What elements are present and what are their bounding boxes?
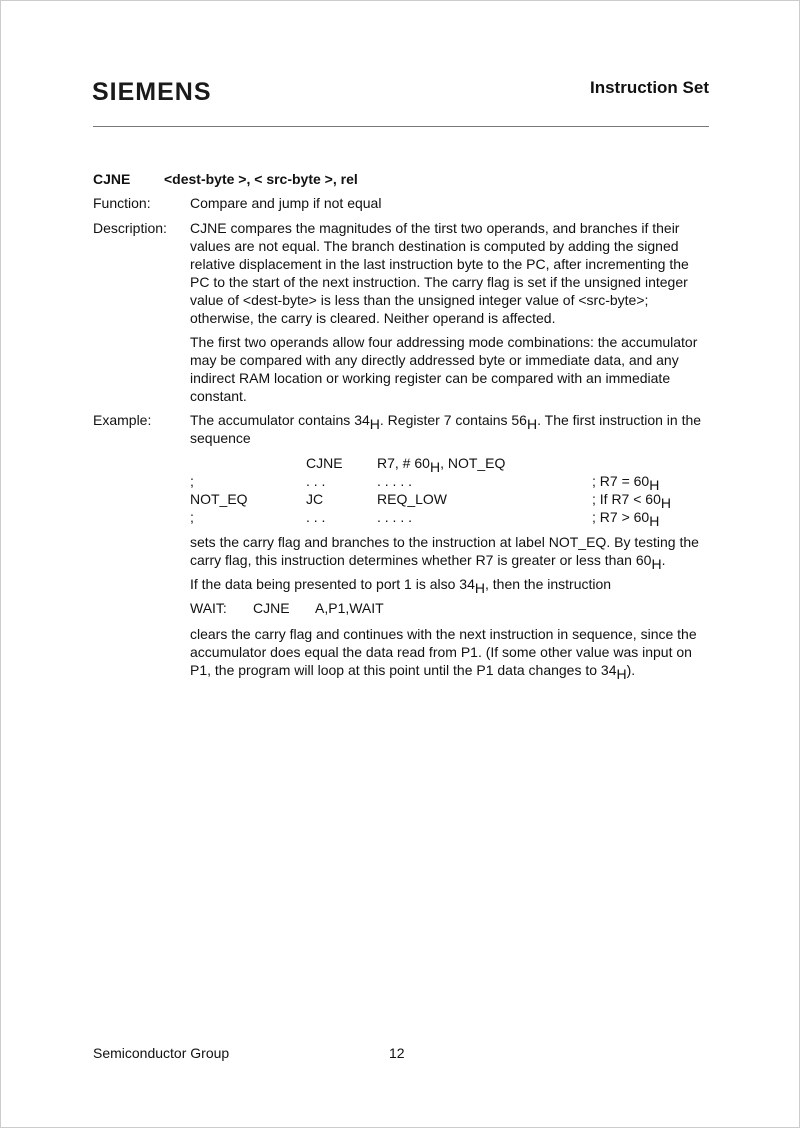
code-label: NOT_EQ	[190, 491, 248, 507]
page-number: 12	[389, 1045, 405, 1061]
text-line: value of <dest-byte> is less than the unsigned integer value of <src-byte>;	[190, 292, 649, 308]
code-arg-tail: , NOT_EQ	[440, 455, 506, 471]
code-arg: R7, # 60	[377, 455, 430, 471]
hex-subscript: H	[649, 477, 660, 493]
code-comment-cell	[592, 472, 660, 493]
text-line: indirect RAM location or working register can be compared with an immediate	[190, 370, 671, 386]
code-arg-cell	[377, 472, 412, 490]
hex-subscript: H	[526, 416, 538, 432]
text: ).	[626, 662, 636, 678]
code-op-cell	[306, 454, 343, 472]
text-line: sets the carry flag and branches to the instruction at label NOT_EQ. By testing the	[190, 534, 699, 550]
wait-op: CJNE	[253, 600, 290, 616]
example-paragraph-3	[190, 533, 699, 572]
code-op-cell	[306, 472, 325, 490]
header-divider	[93, 126, 709, 127]
text-line: sequence	[190, 430, 251, 446]
code-comment: ; If R7 < 60	[592, 491, 661, 507]
example-paragraph-5	[190, 625, 697, 682]
footer-company: Semiconductor Group	[93, 1045, 230, 1061]
text: .	[661, 552, 666, 568]
text: . Register 7 contains 56	[379, 412, 527, 428]
code-label-cell	[190, 472, 194, 490]
code-op: JC	[306, 491, 324, 507]
hex-subscript: H	[616, 666, 627, 682]
code-label: ;	[190, 509, 194, 525]
hex-subscript: H	[369, 416, 380, 432]
hex-subscript: H	[651, 556, 662, 572]
code-comment-cell	[592, 508, 660, 529]
description-label: Description:	[93, 220, 167, 236]
text-line: clears the carry flag and continues with the next instruction in sequence, since the	[190, 626, 697, 642]
text-line: constant.	[190, 388, 247, 404]
instruction-mnemonic: CJNE	[93, 171, 131, 187]
text-line: values are not equal. The branch destination is computed by adding the signed	[190, 238, 679, 254]
code-arg-cell	[377, 454, 506, 475]
section-title: Instruction Set	[589, 78, 709, 97]
description-paragraph-2	[190, 333, 697, 405]
code-label-cell	[190, 508, 194, 526]
code-label-cell	[190, 490, 248, 508]
hex-subscript: H	[429, 459, 441, 475]
text: P1, the program will loop at this point until the P1 data changes to 34	[190, 662, 617, 678]
example-label: Example:	[93, 412, 152, 428]
code-arg-cell	[377, 490, 447, 508]
code-comment: ; R7 = 60	[592, 473, 650, 489]
code-op: . . .	[306, 509, 326, 525]
code-label: ;	[190, 473, 194, 489]
wait-args: A,P1,WAIT	[315, 600, 384, 616]
code-op-cell	[306, 490, 323, 508]
text: The accumulator contains 34	[190, 412, 370, 428]
text-line: relative displacement in the last instruction byte to the PC, after incrementing the	[190, 256, 689, 272]
code-arg-cell	[377, 508, 412, 526]
text-line: accumulator does equal the data read from P1. (If some other value was input on	[190, 644, 692, 660]
code-arg: . . . . .	[377, 509, 413, 525]
function-label: Function:	[93, 195, 151, 211]
text: . The first instruction in the	[537, 412, 702, 428]
hex-subscript: H	[649, 513, 660, 529]
hex-subscript: H	[660, 495, 671, 511]
text-line: may be compared with any directly addressed byte or immediate data, and any	[190, 352, 679, 368]
text-line: The first two operands allow four addressing mode combinations: the accumulator	[190, 334, 698, 350]
wait-label: WAIT:	[190, 600, 227, 616]
example-paragraph-4	[190, 575, 612, 596]
code-op-cell	[306, 508, 325, 526]
description-paragraph-1	[190, 219, 689, 327]
code-comment: ; R7 > 60	[592, 509, 650, 525]
code-op: . . .	[306, 473, 326, 489]
text: , then the instruction	[485, 576, 612, 592]
instruction-operands: <dest-byte >, < src-byte >, rel	[164, 171, 358, 187]
siemens-logo: SIEMENS	[92, 78, 212, 106]
text: If the data being presented to port 1 is also 34	[190, 576, 475, 592]
text-line: PC to the start of the next instruction. The carry flag is set if the unsigned integer	[190, 274, 688, 290]
text: carry flag, this instruction determines whether R7 is greater or less than 60	[190, 552, 652, 568]
code-arg: REQ_LOW	[377, 491, 448, 507]
example-intro	[190, 411, 701, 447]
code-op: CJNE	[306, 455, 343, 471]
function-text: Compare and jump if not equal	[190, 195, 382, 211]
hex-subscript: H	[474, 580, 485, 596]
code-arg: . . . . .	[377, 473, 413, 489]
text-line: otherwise, the carry is cleared. Neither operand is affected.	[190, 310, 556, 326]
code-comment-cell	[592, 490, 671, 511]
text-line: CJNE compares the magnitudes of the tirst two operands, and branches if their	[190, 220, 680, 236]
